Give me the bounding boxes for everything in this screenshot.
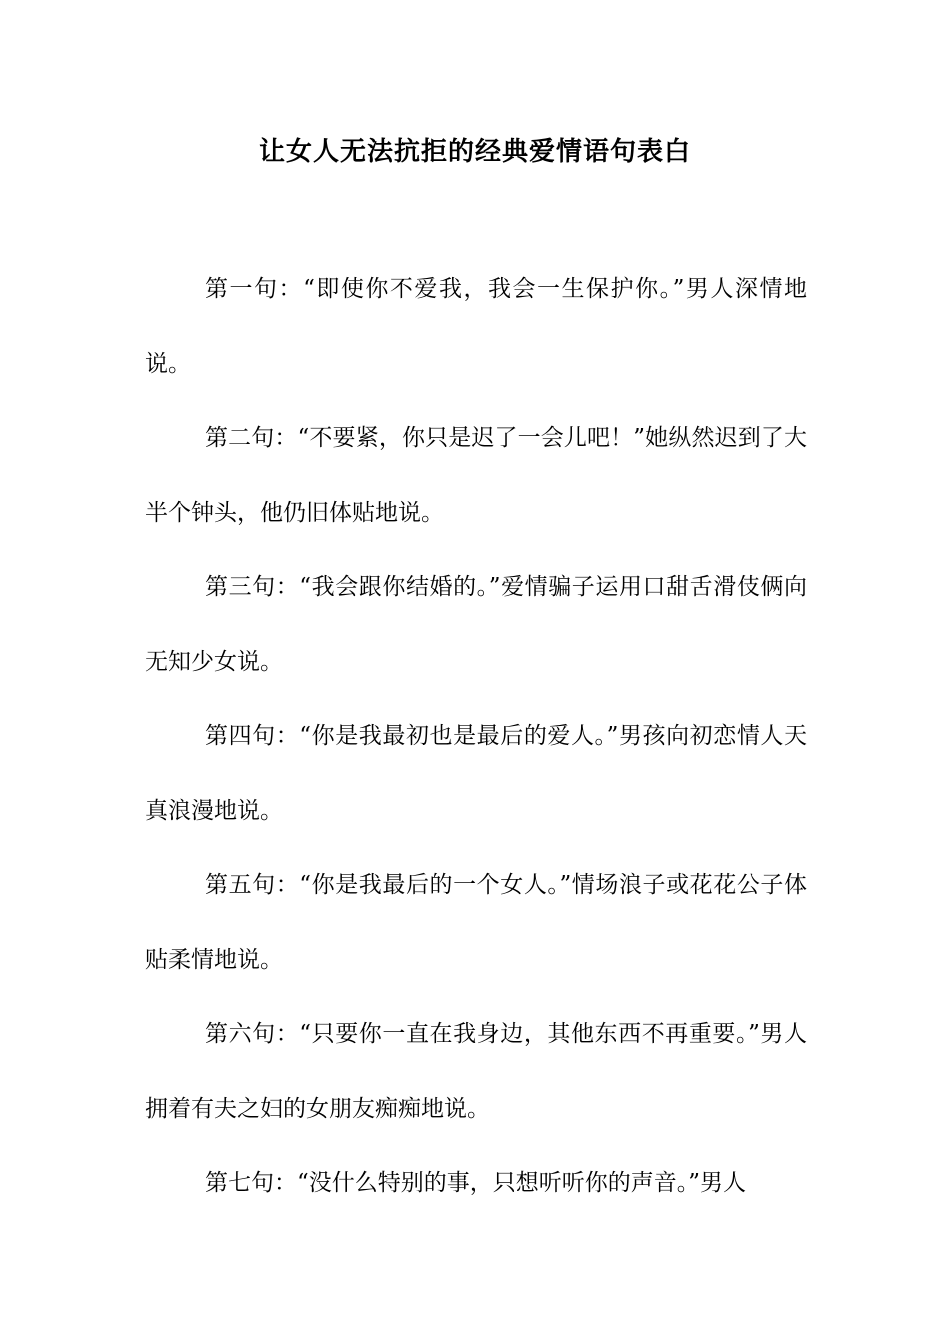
- document-title: 让女人无法抗拒的经典爱情语句表白: [258, 137, 691, 167]
- paragraph-2: 第二句：“不要紧，你只是迟了一会儿吧！”她纵然迟到了大半个钟头，他仍旧体贴地说。: [145, 425, 807, 526]
- paragraph-4: 第四句：“你是我最初也是最后的爱人。”男孩向初恋情人天真浪漫地说。: [145, 723, 807, 824]
- document-body: [145, 252, 807, 1221]
- paragraph-6: 第六句：“只要你一直在我身边，其他东西不再重要。”男人拥着有夫之妇的女朋友痴痴地说。: [145, 1021, 807, 1122]
- paragraph-7: 第七句：“没什么特别的事，只想听听你的声音。”男人: [205, 1170, 747, 1196]
- paragraph-1: 第一句：“即使你不爱我，我会一生保护你。”男人深情地说。: [145, 276, 807, 377]
- paragraph-5: 第五句：“你是我最后的一个女人。”情场浪子或花花公子体贴柔情地说。: [145, 872, 807, 973]
- paragraph-3: 第三句：“我会跟你结婚的。”爱情骗子运用口甜舌滑伎俩向无知少女说。: [145, 574, 807, 675]
